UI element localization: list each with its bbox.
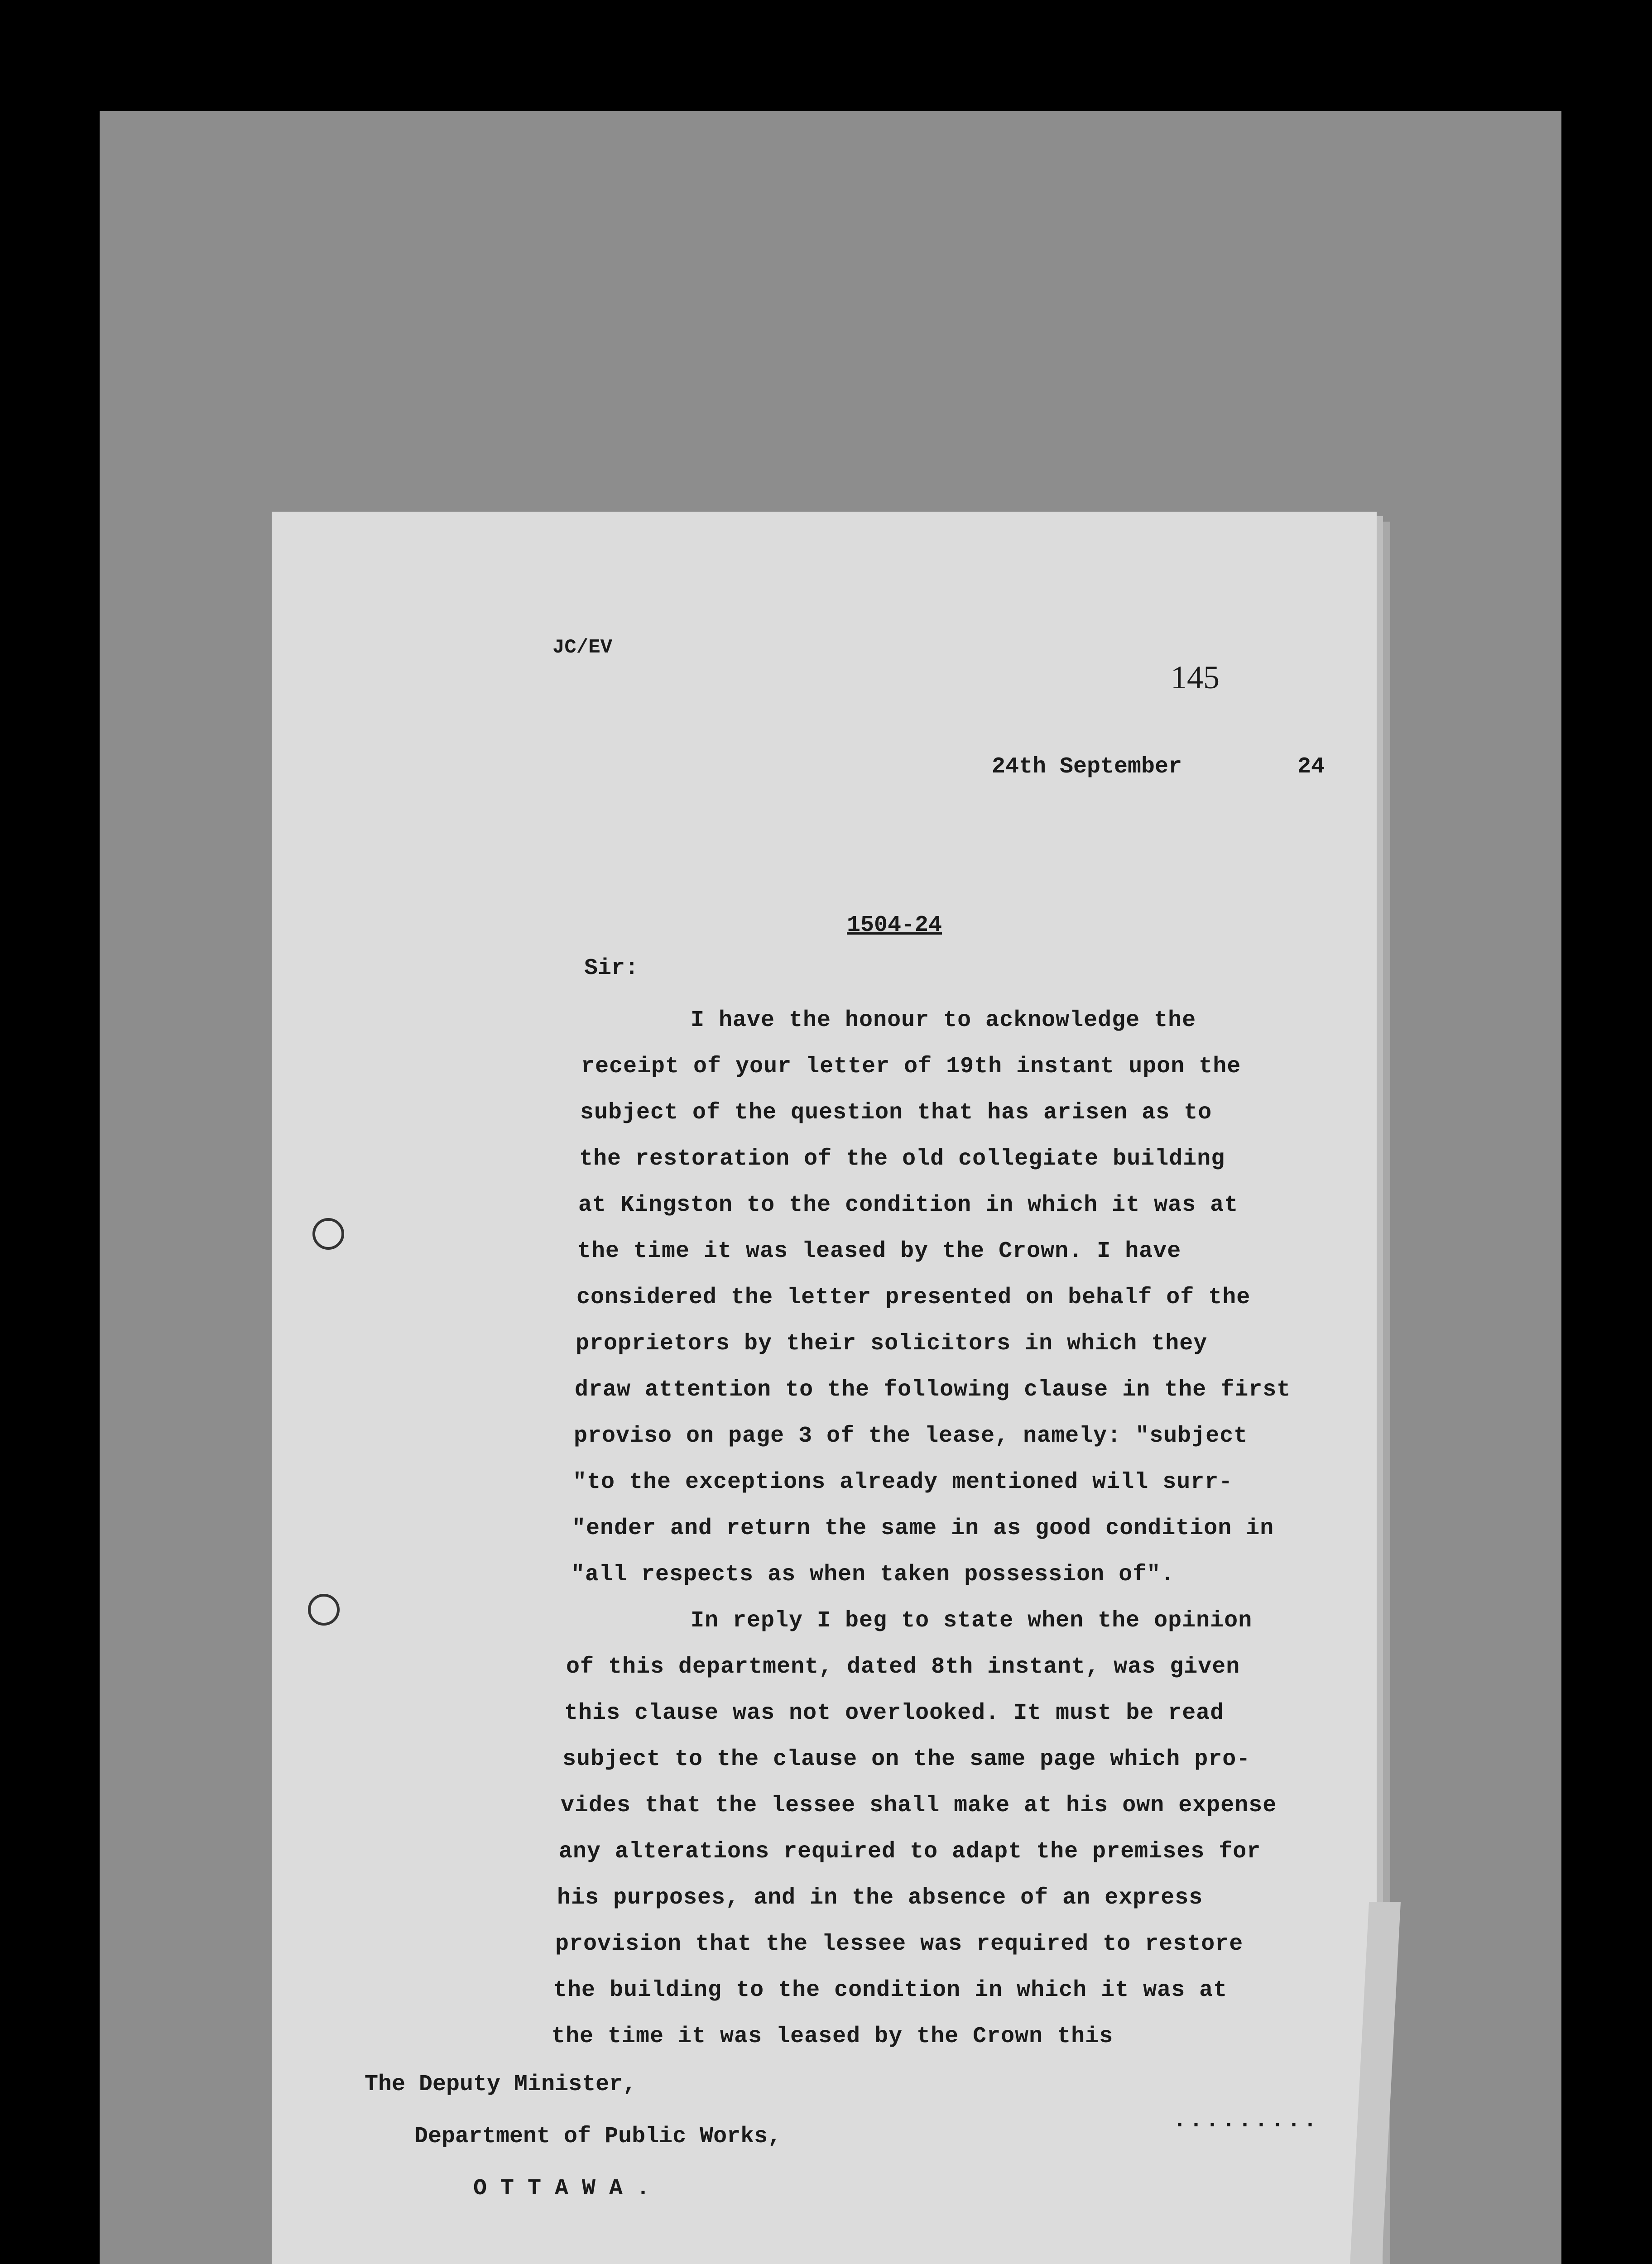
body-line: "to the exceptions already mentioned will surr- xyxy=(573,1469,1233,1495)
body-line: his purposes, and in the absence of an express xyxy=(557,1885,1203,1911)
page-number: 145 xyxy=(1171,659,1220,696)
body-line: "all respects as when taken possession of". xyxy=(571,1562,1175,1588)
body-line: the restoration of the old collegiate building xyxy=(579,1146,1225,1172)
body-line: In reply I beg to state when the opinion xyxy=(691,1608,1253,1634)
body-line: considered the letter presented on behalf of the xyxy=(576,1285,1251,1310)
punch-hole-top xyxy=(312,1218,344,1250)
addressee-department: Department of Public Works, xyxy=(414,2124,782,2149)
body-line: receipt of your letter of 19th instant upon the xyxy=(581,1054,1241,1079)
body-line: at Kingston to the condition in which it was at xyxy=(578,1192,1239,1218)
reference-initials: JC/EV xyxy=(552,636,613,659)
body-line: the time it was leased by the Crown this xyxy=(552,2024,1114,2049)
body-line: provision that the lessee was required to restore xyxy=(555,1931,1244,1957)
body-line: I have the honour to acknowledge the xyxy=(691,1007,1196,1033)
body-line: this clause was not overlooked. It must be read xyxy=(564,1700,1225,1726)
body-line: the building to the condition in which it was at xyxy=(553,1977,1228,2003)
body-line: "ender and return the same in as good condition in xyxy=(572,1516,1274,1541)
file-number: 1504-24 xyxy=(847,912,942,938)
body-line: draw attention to the following clause in the first xyxy=(575,1377,1291,1403)
body-line: of this department, dated 8th instant, was given xyxy=(566,1654,1240,1680)
body-line: the time it was leased by the Crown. I have xyxy=(577,1238,1181,1264)
body-line: subject to the clause on the same page which pro- xyxy=(562,1746,1251,1772)
body-line: subject of the question that has arisen as to xyxy=(580,1100,1212,1126)
salutation: Sir: xyxy=(584,955,639,981)
body-line: any alterations required to adapt the premises for xyxy=(559,1839,1261,1865)
body-line: vides that the lessee shall make at his own expense xyxy=(561,1793,1277,1818)
addressee-title: The Deputy Minister, xyxy=(365,2072,637,2097)
punch-hole-bottom xyxy=(308,1594,340,1626)
letter-year: 24 xyxy=(1297,754,1325,780)
letter-date: 24th September xyxy=(992,754,1182,780)
body-line: proprietors by their solicitors in which they xyxy=(576,1331,1208,1357)
body-line: proviso on page 3 of the lease, namely: "subject xyxy=(574,1423,1248,1449)
continuation-dots: ......... xyxy=(1173,2108,1320,2134)
addressee-city: O T T A W A . xyxy=(473,2176,650,2202)
